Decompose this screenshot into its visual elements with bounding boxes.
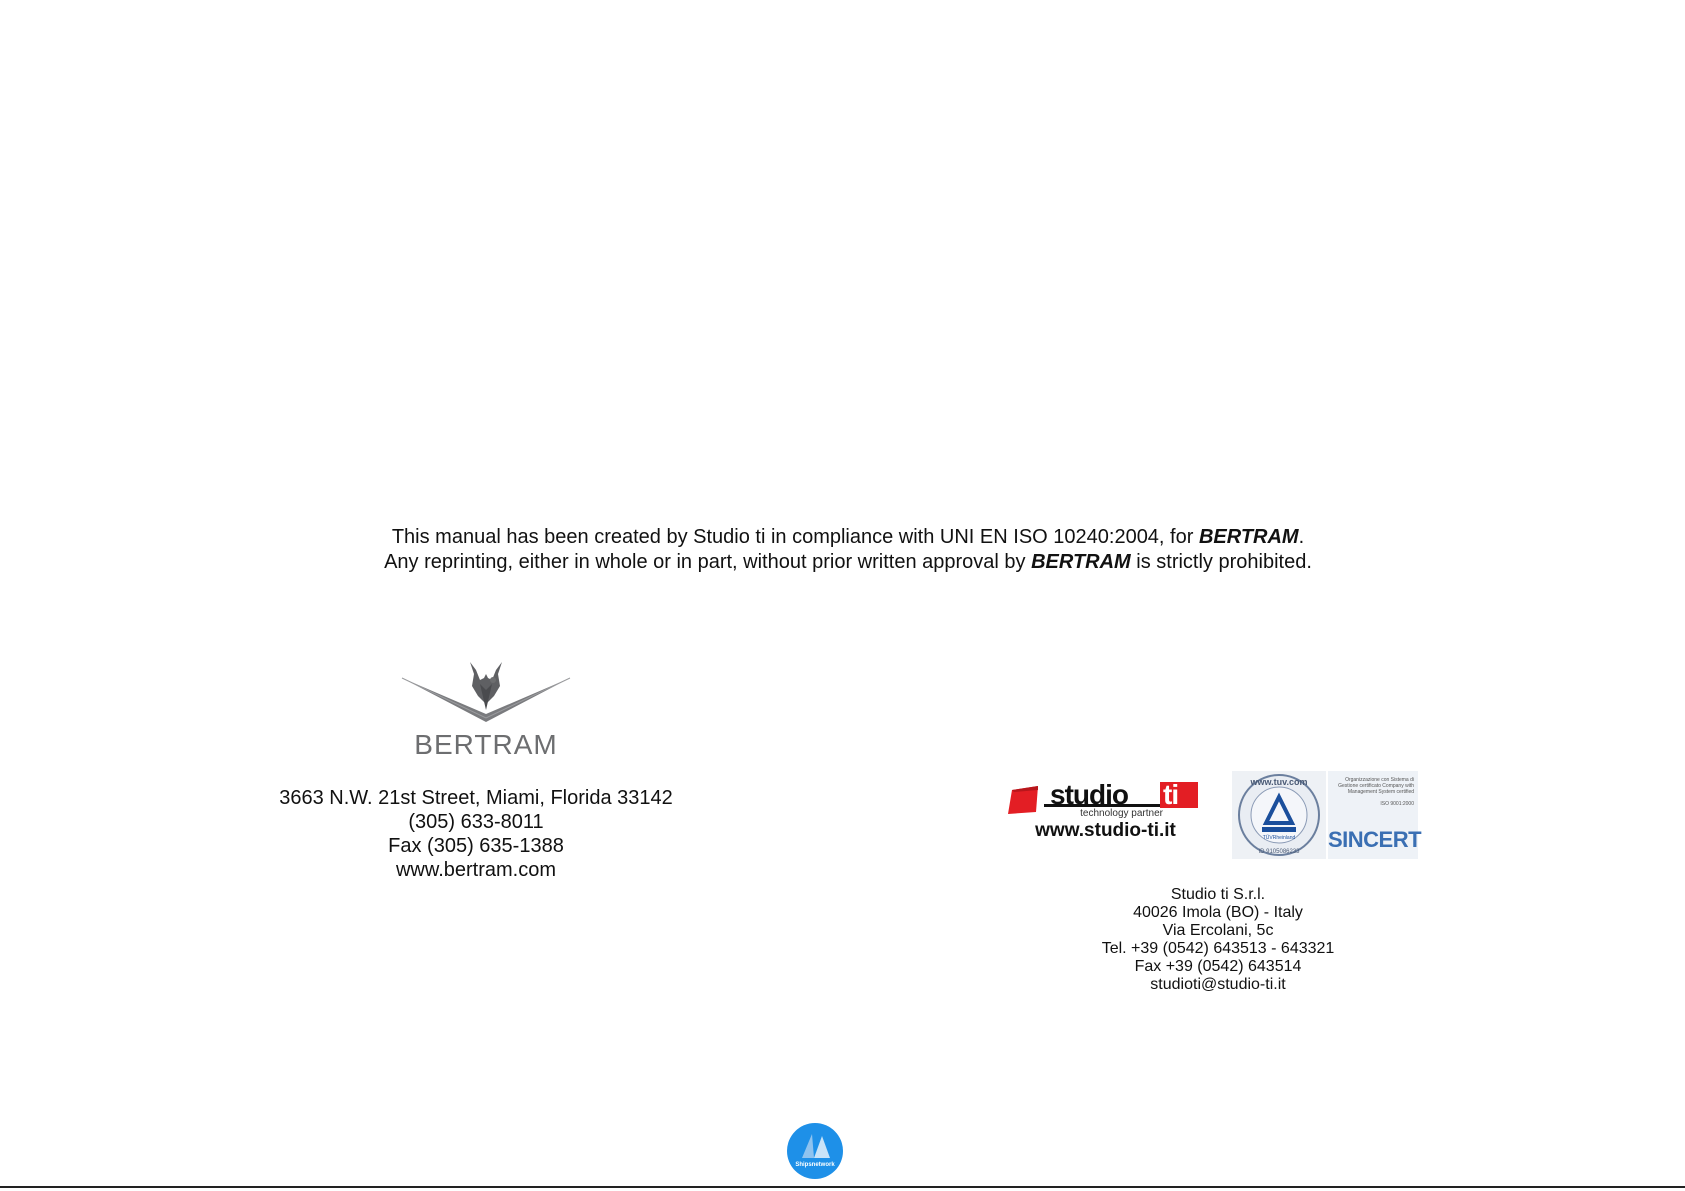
tuv-certification-badge [1232, 771, 1326, 859]
bertram-address: 3663 N.W. 21st Street, Miami, Florida 33142 [279, 787, 673, 809]
notice-line-2-end: is strictly prohibited. [1130, 551, 1312, 573]
bertram-contact [226, 786, 726, 882]
bertram-logo [400, 660, 572, 760]
studioti-email[interactable]: studioti@studio-ti.it [1150, 976, 1286, 993]
svg-text:ID 9105086233: ID 9105086233 [1258, 849, 1300, 855]
notice-line-1-end: . [1298, 526, 1305, 548]
bertram-website[interactable]: www.bertram.com [395, 859, 557, 881]
sincert-certification-badge [1328, 771, 1422, 859]
svg-text:technology partner: technology partner [1080, 808, 1163, 819]
svg-text:TÜVRheinland: TÜVRheinland [1262, 835, 1296, 841]
notice-line-2 [0, 550, 1685, 575]
svg-text:BERTRAM: BERTRAM [414, 729, 558, 760]
bertram-fax: Fax (305) 635-1388 [388, 835, 564, 857]
sincert-note-text: Organizzazione con Sistema di Gestione certificato Company with Management System certified [1338, 777, 1414, 795]
sincert-iso: ISO 9001:2000 [1380, 801, 1414, 807]
studioti-street: Via Ercolani, 5c [1162, 922, 1274, 939]
bertram-eagle-icon [400, 660, 572, 760]
svg-text:www.tuv.com: www.tuv.com [1250, 777, 1308, 787]
studioti-website-logo[interactable]: www.studio-ti.it [1035, 820, 1176, 841]
sincert-label: SINCERT [1328, 827, 1422, 852]
notice-line-1 [0, 525, 1685, 550]
svg-text:studio: studio [1050, 780, 1128, 810]
notice-brand-2: BERTRAM [1031, 551, 1131, 573]
sailboat-icon [786, 1122, 844, 1180]
studioti-company: Studio ti S.r.l. [1170, 886, 1266, 903]
studioti-fax: Fax +39 (0542) 643514 [1134, 958, 1302, 975]
copyright-notice [0, 525, 1685, 575]
studioti-logo-icon [1008, 780, 1203, 820]
tuv-seal-icon [1232, 771, 1326, 859]
bertram-phone: (305) 633-8011 [408, 811, 544, 833]
notice-line-1-text: This manual has been created by Studio ti in compliance with UNI EN ISO 10240:2004, for [391, 526, 1199, 548]
svg-text:ti: ti [1163, 780, 1179, 810]
shipsnetwork-watermark [786, 1122, 844, 1180]
svg-text:Shipsnetwork: Shipsnetwork [795, 1162, 835, 1168]
notice-line-2-text: Any reprinting, either in whole or in part, without prior written approval by [384, 551, 1032, 573]
sincert-note [1332, 777, 1414, 807]
studioti-tel: Tel. +39 (0542) 643513 - 643321 [1101, 940, 1335, 957]
studioti-contact [1018, 886, 1418, 994]
bottom-rule [0, 1186, 1685, 1188]
studioti-city: 40026 Imola (BO) - Italy [1133, 904, 1303, 921]
notice-brand-1: BERTRAM [1198, 526, 1299, 548]
